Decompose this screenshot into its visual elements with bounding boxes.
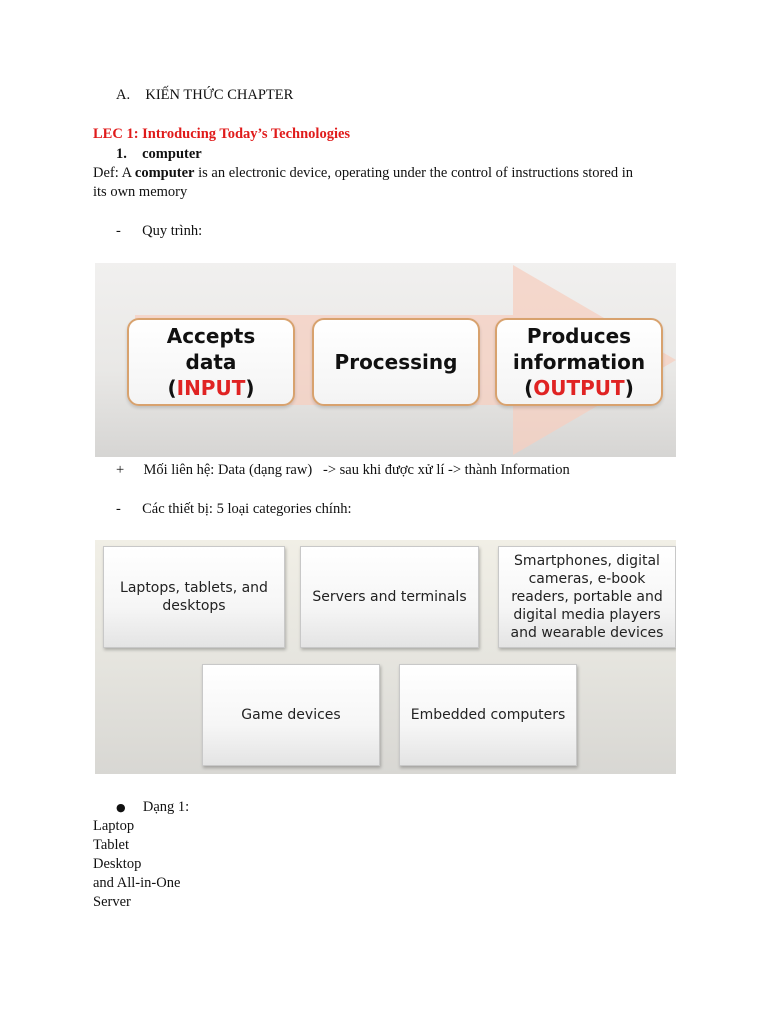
input-line-2: data [185,350,237,374]
definition-rest: is an electronic device, operating under the control of instructions stored in [194,165,633,181]
output-box [495,318,663,406]
plus-marker: + [116,462,125,478]
bullet-text: Mối liên hệ: Data (dạng raw) -> sau khi được xử lí -> thành Information [143,462,570,478]
section-heading-a [116,86,293,105]
output-line-2: information [512,350,646,374]
processing-label: Processing [334,350,458,374]
category-laptops: Laptops, tablets, and desktops [103,546,285,648]
definition-line-1 [93,164,633,183]
dash-marker: - [116,223,121,239]
output-highlight: OUTPUT [533,376,625,400]
definition-line-2: its own memory [93,184,188,200]
heading-text: KIẾN THỨC CHAPTER [145,87,294,103]
list-item: and All-in-One [93,875,181,891]
bullet-text: Dạng 1: [142,799,190,815]
bullet-dang-1 [116,798,189,817]
bullet-text: Các thiết bị: 5 loại categories chính: [142,501,352,517]
output-line-1: Produces [526,324,632,348]
process-flow-figure [95,263,676,457]
processing-box [312,318,480,406]
bullet-moi-lien-he [116,461,570,480]
list-item: Tablet [93,837,130,853]
item-title: computer [142,146,202,162]
input-line-1: Accepts [166,324,256,348]
dang1-list [93,817,180,912]
input-box [127,318,295,406]
device-categories-figure [95,540,676,774]
bullet-quy-trinh [116,222,202,241]
list-item: Laptop [93,818,135,834]
category-embedded: Embedded computers [399,664,577,766]
bullet-cac-thiet-bi [116,500,351,519]
dot-marker: ● [116,801,126,814]
item-number: 1. [116,146,127,162]
list-item: Desktop [93,856,142,872]
definition-prefix: Def: A [93,165,135,181]
input-line-3: (INPUT) [167,376,255,400]
lecture-title: LEC 1: Introducing Today’s Technologies [93,126,351,142]
definition-keyword: computer [134,165,195,181]
category-mobile-devices: Smartphones, digital cameras, e-book readers, portable and digital media players and wearable devices [498,546,676,648]
numbered-item-computer [116,145,202,164]
category-game-devices: Game devices [202,664,380,766]
bullet-text: Quy trình: [142,223,203,239]
output-line-3: (OUTPUT) [524,376,634,400]
category-servers: Servers and terminals [300,546,479,648]
list-item: Server [93,894,131,910]
input-highlight: INPUT [176,376,246,400]
heading-marker: A. [116,87,131,103]
dash-marker: - [116,501,121,517]
